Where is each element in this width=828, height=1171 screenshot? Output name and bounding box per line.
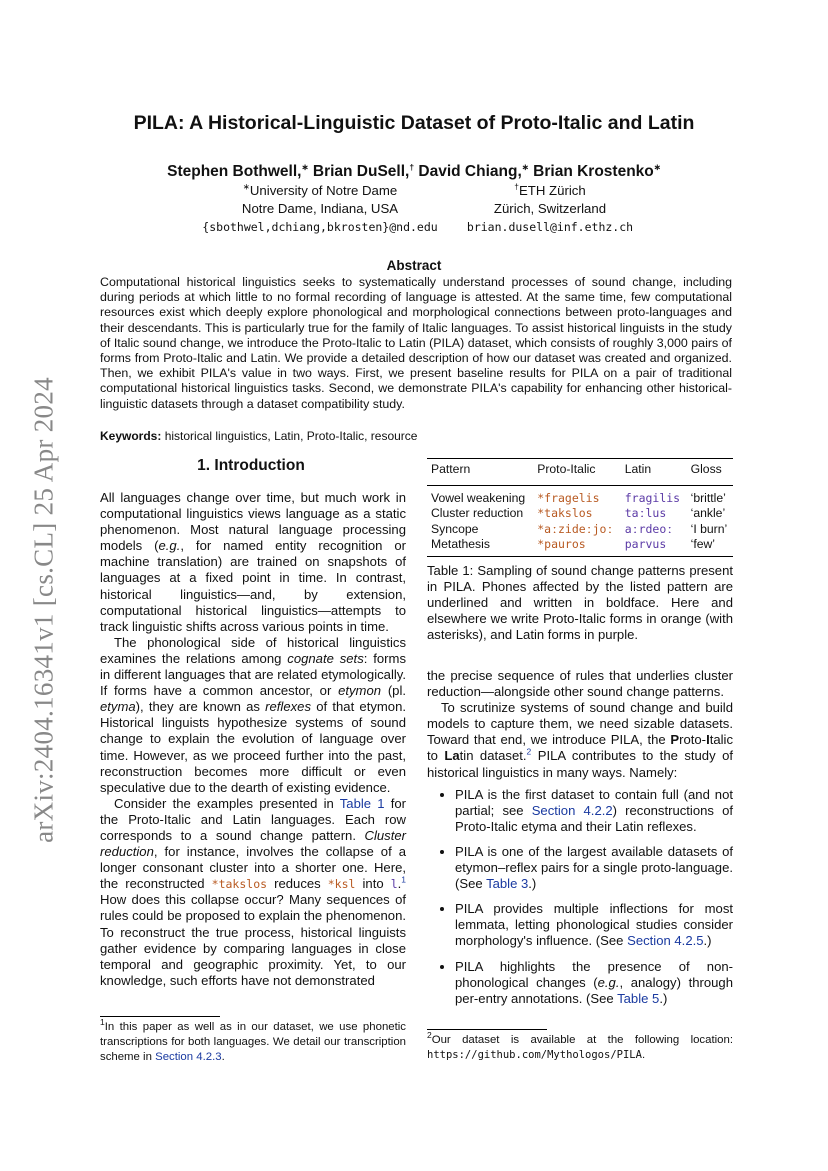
footnote-2: $^2$Our dataset is available at the following location: https://github.com/Mythologos/PILA. (427, 1030, 733, 1061)
table-1-link[interactable]: Table 1 (339, 795, 385, 811)
author-2-marker: † (409, 161, 415, 172)
footnote-2-ref[interactable]: 2 (526, 747, 532, 758)
right-paragraph-continuation: the precise sequence of rules that underlies cluster reduction—alongside other sound change patterns. (427, 668, 733, 700)
latin-form: l (390, 877, 398, 892)
affiliation-marker: ∗ (242, 181, 250, 192)
intro-paragraph-1: All languages change over time, but much work in computational linguistics views language as a static phenomenon. Most natural language processing models (e.g., for named entity recognition or machine translation) are trained on snapshots of languages at a fixed point in time. In contrast, historical linguistics—and, by extension, computational historical linguistics—attempts to track linguistic shifts across various points in time. (100, 490, 406, 634)
table-header: Proto-Italic (537, 462, 596, 476)
affiliation-notre-dame (190, 182, 450, 236)
table-link[interactable]: Table 3 (486, 876, 529, 892)
abstract-heading: Abstract (386, 258, 442, 273)
table-link[interactable]: Table 5 (617, 990, 660, 1006)
author-3: David Chiang, (414, 163, 522, 180)
affiliation-location: Zürich, Switzerland (493, 201, 607, 216)
section-link[interactable]: Section 4.2.2 (531, 802, 613, 818)
table-header: Pattern (431, 462, 471, 476)
proto-italic-form: *ksl (327, 877, 356, 892)
affiliation-email[interactable]: brian.dusell@inf.ethz.ch (466, 220, 634, 234)
affiliation-name: ETH Zürich (519, 183, 586, 198)
intro-paragraph-3: Consider the examples presented in Table 1 for the Proto-Italic and Latin languages. Each row corresponds to a sound change pattern. Cluster reduction, for instance, involves the collapse of a longer consonant cluster into a shorter one. Here, the reconstructed *takslos reduces *ksl into l.$^1$ How does this collapse occur? Many sequences of rules could be proposed to explain the phenomenon. To reconstruct the true process, historical linguists gather evidence by comparing languages in close temporal and geographic proximity. Yet, to our knowledge, such efforts have not demonstrated (100, 795, 406, 988)
author-2: Brian DuSell, (308, 163, 410, 180)
table-row: Vowel weakening *fragelis fragilis ‘brittle’ (427, 485, 733, 506)
keywords-label: Keywords: (100, 429, 162, 443)
section-link[interactable]: Section 4.2.5 (627, 933, 704, 949)
table-header: Gloss (690, 462, 722, 476)
proto-italic-form: *takslos (211, 877, 268, 892)
contribution-list (427, 787, 733, 1007)
affiliation-name: University of Notre Dame (249, 183, 398, 198)
author-1-marker: ∗ (301, 161, 309, 172)
right-paragraph-2: To scrutinize systems of sound change and build models to capture them, we need sizable datasets. Toward that end, we introduce PILA, the Proto-Italic to Latin dataset.$^2$ PILA contributes to the study of historical linguistics in many ways. Namely: (427, 700, 733, 780)
list-item: • PILA is the first dataset to contain full (and not partial; see Section 4.2.2) reconstructions of Proto-Italic etyma and their Latin reflexes. (455, 787, 733, 835)
table-header: Latin (624, 462, 652, 476)
intro-paragraph-2: The phonological side of historical linguistics examines the relations among cognate sets: forms in different languages that are related etymologically. If forms have a common ancestor, or etymon (pl. etyma), they are known as reflexes of that etymon. Historical linguists hypothesize systems of sound change to explain the evolution of language over time. However, as we proceed further into the past, reconstruction becomes more difficult or even speculative due to the dearth of existing evidence. (100, 634, 407, 795)
affiliation-email[interactable]: {sbothwel,dchiang,bkrosten}@nd.edu (202, 220, 438, 234)
table-row: Metathesis *pauros parvus ‘few’ (427, 537, 733, 556)
dataset-url-link[interactable]: https://github.com/Mythologos/PILA (427, 1049, 642, 1061)
footnote-divider (100, 1016, 220, 1017)
footnote-1-ref[interactable]: 1 (401, 874, 406, 885)
author-list (0, 163, 828, 181)
affiliation-location: Notre Dame, Indiana, USA (241, 201, 399, 216)
author-1: Stephen Bothwell, (167, 163, 302, 180)
right-column (427, 668, 733, 1016)
list-item: • PILA is one of the largest available datasets of etymon–reflex pairs for a single proto-language. (See Table 3.) (455, 844, 733, 892)
author-4: Brian Krostenko (528, 163, 654, 180)
affiliation-eth (450, 182, 650, 236)
author-3-marker: ∗ (521, 161, 529, 172)
table-row: Cluster reduction *takslos taːlus ‘ankle’ (431, 506, 726, 520)
section-link[interactable]: Section 4.2.3 (155, 1051, 222, 1063)
table-1-caption: Table 1: Sampling of sound change patterns present in PILA. Phones affected by the listed pattern are underlined and written in boldface. Here and elsewhere we write Proto-Italic forms in orange (with asterisks), and Latin forms in purple. (427, 563, 733, 643)
table-row: Syncope *aːzideːjoː aːrdeoː ‘I burn’ (431, 521, 728, 536)
arxiv-stamp: arXiv:2404.16341v1 [cs.CL] 25 Apr 2024 (28, 377, 59, 843)
abstract-body: Computational historical linguistics seeks to systematically understand processes of sound change, including during periods at which little to no formal recording of language is attested. At the same time, few computational resources exist which deeply explore phonological and morphological connections between proto-languages and their descendants. This is particularly true for the family of Italic languages. To assist historical linguists in the study of Italic sound change, we introduce the Proto-Italic to Latin (PILA) dataset, which consists of roughly 3,000 pairs of forms from Proto-Italic and Latin. We provide a detailed description of how our dataset was created and organized. Then, we exhibit PILA's value in two ways. First, we present baseline results for PILA on a pair of traditional computational historical linguistics tasks. Second, we demonstrate PILA's capability for enhancing other historical-linguistic datasets through a dataset compatibility study. (100, 275, 732, 411)
table-1 (427, 458, 733, 557)
affiliation-marker: † (514, 181, 520, 192)
left-column (100, 490, 406, 989)
list-item: • PILA provides multiple inflections for most lemmata, letting phonological studies consider morphology's influence. (See Section 4.2.5.) (455, 901, 733, 949)
section-heading-introduction: 1. Introduction (197, 457, 305, 474)
paper-title: PILA: A Historical-Linguistic Dataset of Proto-Italic and Latin (133, 112, 695, 134)
footnote-1: $^1$In this paper as well as in our dataset, we use phonetic transcriptions for both languages. We detail our transcription scheme in Section 4.2.3. (100, 1017, 406, 1063)
keywords-text: historical linguistics, Latin, Proto-Italic, resource (161, 429, 418, 443)
author-4-marker: ∗ (653, 161, 661, 172)
keywords (100, 429, 740, 443)
footnote-divider (427, 1029, 547, 1030)
list-item: • PILA highlights the presence of non-phonological changes (e.g., analogy) through per-entry annotations. (See Table 5.) (455, 959, 733, 1007)
